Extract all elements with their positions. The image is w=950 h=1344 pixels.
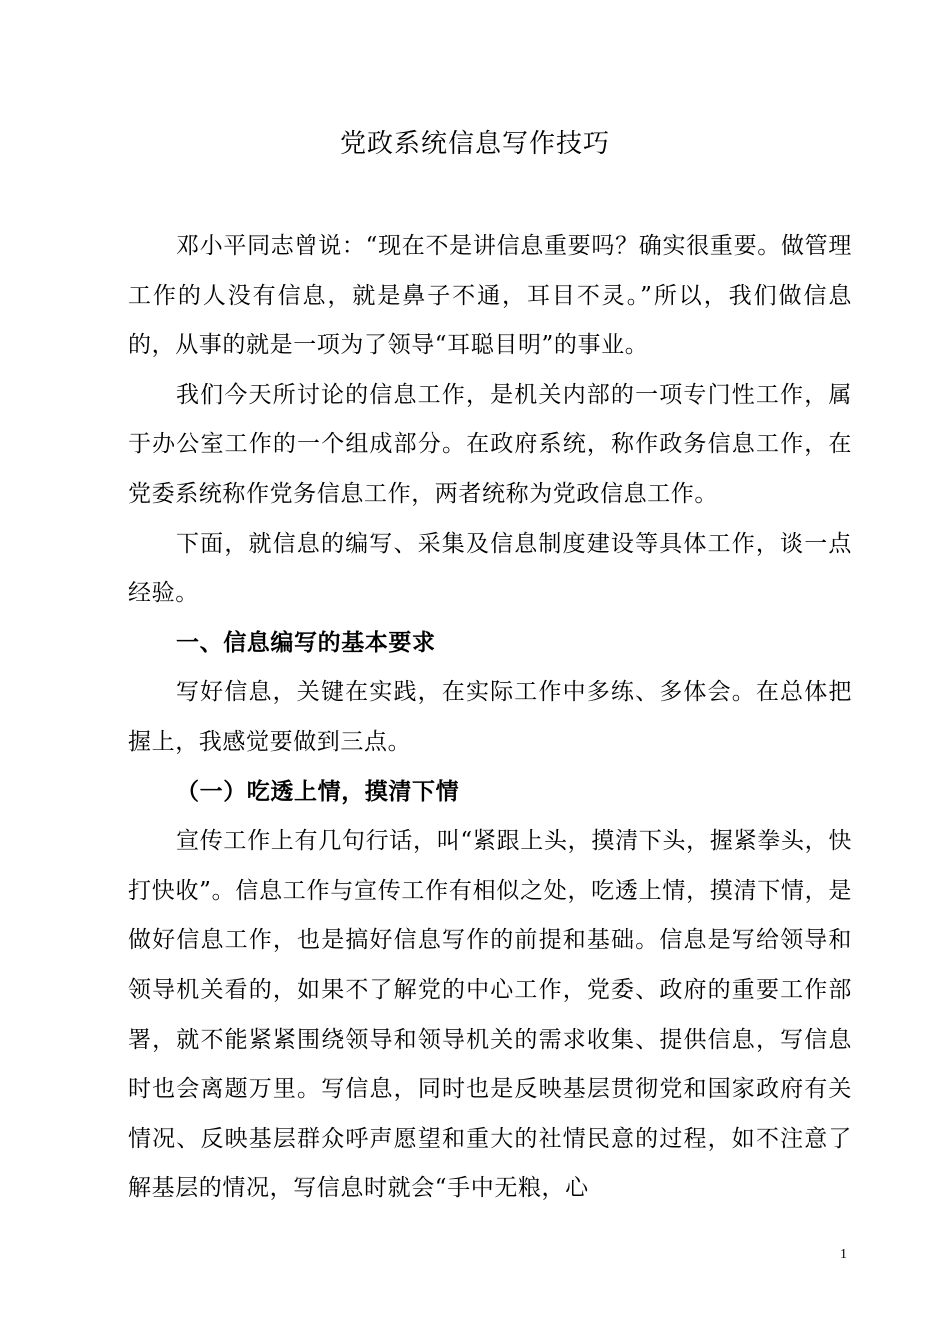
subsection-heading-1: （一）吃透上情，摸清下情 xyxy=(176,778,460,805)
paragraph-4: 写好信息，关键在实践，在实际工作中多练、多体会。在总体把握上，我感觉要做到三点。 xyxy=(128,679,852,755)
paragraph-1: 邓小平同志曾说：“现在不是讲信息重要吗？确实很重要。做管理工作的人没有信息，就是鼻子不通，耳目不灵。”所以，我们做信息的，从事的就是一项为了领导“耳聪目明”的事业。 xyxy=(128,233,852,359)
paragraph-3: 下面，就信息的编写、采集及信息制度建设等具体工作，谈一点经验。 xyxy=(128,530,852,607)
document-title: 党政系统信息写作技巧 xyxy=(339,129,610,159)
paragraph-2: 我们今天所讨论的信息工作，是机关内部的一项专门性工作，属于办公室工作的一个组成部分。在政府系统，称作政务信息工作，在党委系统称作党务信息工作，两者统称为党政信息工作。 xyxy=(128,381,852,507)
page-number: 1 xyxy=(840,1247,847,1262)
section-heading-1: 一、信息编写的基本要求 xyxy=(176,629,436,656)
document-body xyxy=(128,222,852,1214)
paragraph-5: 宣传工作上有几句行话，叫“紧跟上头，摸清下头，握紧拳头，快打快收”。信息工作与宣传工作有相似之处，吃透上情，摸清下情，是做好信息工作，也是搞好信息写作的前提和基础。信息是写给领导和领导机关看的，如果不了解党的中心工作，党委、政府的重要工作部署，就不能紧紧围绕领导和领导机关的需求收集、提供信息，写信息时也会离题万里。写信息，同时也是反映基层贯彻党和国家政府有关情况、反映基层群众呼声愿望和重大的社情民意的过程，如不注意了解基层的情况，写信息时就会“手中无粮，心 xyxy=(128,828,852,1202)
